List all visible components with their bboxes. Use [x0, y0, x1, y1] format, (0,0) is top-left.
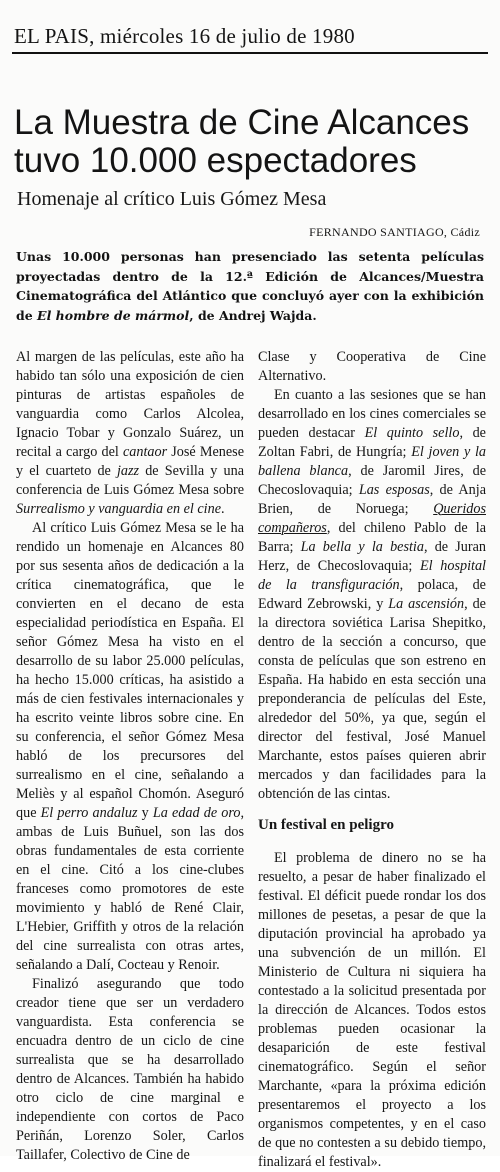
text-run: En cuanto a las sesiones que se han desarrollado en los cines comerciales se pueden destacar [258, 387, 486, 441]
paragraph: El problema de dinero no se ha resuelto, a pesar de haber finalizado el festival. El déficit puede rondar los dos millones de pesetas, a pesar de que la diputación provincial ha aprobado ya una subvención de un millón. El Ministerio de Cultura ni siquiera ha contestado a la solicitud presentada por la dirección de Alcances. Todos estos problemas pueden ocasionar la desaparición de este festival cinematográfico. Según el señor Marchante, «para la próxima edición presentaremos el proyecto a los organismos competentes, y en el caso de que no contesten a su debido tiempo, finalizará el festival». [258, 850, 486, 1170]
text-run: , de Anja Brien, de Noruega; [258, 482, 487, 517]
lead-film-title: El hombre de mármol [37, 307, 190, 323]
italic-run: La bella y la bestia [300, 539, 424, 555]
article-column-right [258, 348, 486, 1172]
section-heading: Un festival en peligro [258, 817, 394, 833]
paragraph [258, 386, 486, 804]
article-headline: La Muestra de Cine Alcances tuvo 10.000 espectadores [14, 103, 470, 180]
text-run: , ambas de Luis Buñuel, son las dos obras fundamentales de esta corriente en el cine. Citó a los cine-clubes franceses como promotores de este movimiento y habló de René Clair, L'Hebier, Griffith y otros de la relación del cine surrealista con otras artes, señalando a Dalí, Cocteau y Renoir. [16, 805, 244, 973]
italic-run: El quinto sello [364, 425, 460, 441]
article-lead [16, 247, 484, 325]
text-run: Al crítico Luis Gómez Mesa se le ha rendido un homenaje en Alcances 80 por sus sesenta años de dedicación a la crítica cinematográfica, que le convierten en el decano de esta especialidad periodística en España. El señor Gómez Mesa ha visto en el desarrollo de su labor 25.000 películas, ha hecho 15.000 críticas, ha asistido a más de cien festivales internacionales y ha escrito veinte libros sobre cine. En su conferencia, el señor Gómez Mesa habló de los precursores del surrealismo en el cine, señalando a Meliès y al español Chomón. Aseguró que [16, 520, 244, 821]
lead-text-1: Unas 10.000 personas han presenciado las setenta películas proyectadas dentro de la 12.ª Edición de Alcances/Muestra Cinematográfica del Atlántico que concluyó ayer con la exhibición de [16, 249, 484, 323]
text-run: . [221, 501, 225, 517]
italic-run: El hospital de la transfiguración [258, 558, 486, 593]
text-run: , de Juran Herz, de Checoslovaquia; [258, 539, 487, 574]
article-byline: FERNANDO SANTIAGO, Cádiz [309, 225, 480, 239]
article-column-left [16, 348, 244, 1165]
italic-run: jazz [116, 463, 140, 479]
text-run: y [137, 805, 153, 821]
italic-run: cantaor [122, 444, 168, 460]
paragraph: Clase y Cooperativa de Cine Alternativo. [258, 349, 486, 384]
text-run: de Sevilla y una conferencia de Luis Gómez Mesa sobre [16, 463, 244, 498]
text-run: , de la directora soviética Larisa Shepitko, dentro de la sección a concurso, que consta de películas que son estreno en España. Ha habido en esta sección una preponderancia de películas del Este, alrededor del 50%, ya que, según el director del festival, José Manuel Marchante, estos países quieren abrir mercados y dan facilidades para la obtención de las cintas. [258, 596, 486, 802]
italic-run: La ascensión [388, 596, 465, 612]
text-run: , del chileno Pablo de la Barra; [258, 520, 486, 555]
text-run: Al margen de las películas, este año ha habido tan sólo una exposición de cien pinturas de artistas españoles de vanguardia como Carlos Alcolea, Ignacio Tobar y Gonzalo Suárez, un recital a cargo del [16, 349, 244, 460]
text-run: , de Zoltan Fabri, de Hungría; [258, 425, 486, 460]
italic-run: El joven y la ballena blanca [258, 444, 486, 479]
text-run: , polaca, de Edward Zebrowski, y [258, 577, 486, 612]
italic-run: Las esposas [358, 482, 430, 498]
newspaper-masthead: EL PAIS, miércoles 16 de julio de 1980 [14, 24, 355, 48]
italic-run: Queridos compañeros [258, 501, 486, 536]
paragraph [16, 348, 244, 519]
text-run: , de Jaromil Jires, de Checoslovaquia; [258, 463, 487, 498]
paragraph [16, 519, 244, 975]
italic-run: Surrealismo y vanguardia en el cine [16, 501, 222, 517]
masthead-rule [12, 52, 488, 54]
italic-run: El perro andaluz [40, 805, 138, 821]
text-run: José Menese y el cuarteto de [16, 444, 244, 479]
italic-run: La edad de oro [152, 805, 241, 821]
lead-text-2: , de Andrej Wajda. [189, 307, 317, 323]
article-subhead: Homenaje al crítico Luis Gómez Mesa [17, 188, 327, 210]
paragraph: Finalizó asegurando que todo creador tiene que ser un verdadero vanguardista. Esta conferencia se encuadra dentro de un ciclo de cine surrealista que se ha desarrollado dentro de Alcances. También ha habido otro ciclo de cine marginal e independiente con cortos de Paco Periñán, Lorenzo Soler, Carlos Taillafer, Colectivo de Cine de [16, 976, 244, 1163]
